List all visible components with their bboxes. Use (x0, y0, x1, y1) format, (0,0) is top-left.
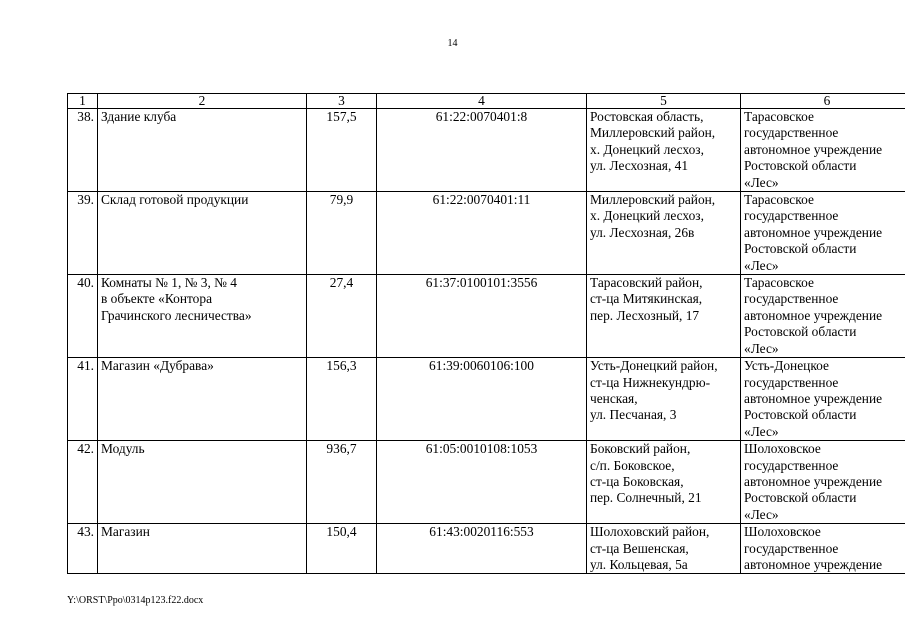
address-cell: Усть-Донецкий район, ст-ца Нижнекундрю- ченская, ул. Песчаная, 3 (587, 358, 741, 441)
cadastral-number-cell: 61:05:0010108:1053 (377, 441, 587, 524)
owner-cell: Шолоховское государственное автономное учреждение (741, 524, 905, 574)
table-row (68, 192, 905, 275)
address-cell: Шолоховский район, ст-ца Вешенская, ул. Кольцевая, 5а (587, 524, 741, 574)
address-cell: Ростовская область, Миллеровский район, х. Донецкий лесхоз, ул. Лесхозная, 41 (587, 109, 741, 192)
column-header: 5 (587, 94, 741, 109)
column-header: 3 (307, 94, 377, 109)
address-cell: Миллеровский район, х. Донецкий лесхоз, ул. Лесхозная, 26в (587, 192, 741, 275)
owner-cell: Шолоховское государственное автономное учреждение Ростовской области «Лес» (741, 441, 905, 524)
row-number-cell: 42. (68, 441, 98, 524)
table-row (68, 524, 905, 574)
object-name-cell: Магазин «Дубрава» (98, 358, 307, 441)
object-name-cell: Склад готовой продукции (98, 192, 307, 275)
cadastral-number-cell: 61:39:0060106:100 (377, 358, 587, 441)
area-cell: 156,3 (307, 358, 377, 441)
table-row (68, 275, 905, 358)
column-header: 4 (377, 94, 587, 109)
row-number-cell: 41. (68, 358, 98, 441)
cadastral-number-cell: 61:37:0100101:3556 (377, 275, 587, 358)
object-name-cell: Модуль (98, 441, 307, 524)
cadastral-number-cell: 61:22:0070401:8 (377, 109, 587, 192)
object-name-cell: Комнаты № 1, № 3, № 4 в объекте «Контора Грачинского лесничества» (98, 275, 307, 358)
property-table (67, 93, 905, 574)
table-row (68, 358, 905, 441)
table-row (68, 441, 905, 524)
address-cell: Тарасовский район, ст-ца Митякинская, пер. Лесхозный, 17 (587, 275, 741, 358)
page-number: 14 (447, 38, 458, 49)
owner-cell: Тарасовское государственное автономное учреждение Ростовской области «Лес» (741, 275, 905, 358)
object-name-cell: Магазин (98, 524, 307, 574)
table-body (68, 109, 905, 574)
column-header: 6 (741, 94, 905, 109)
row-number-cell: 39. (68, 192, 98, 275)
area-cell: 79,9 (307, 192, 377, 275)
footer-file-path: Y:\ORST\Ppo\0314p123.f22.docx (67, 595, 204, 606)
table-row (68, 109, 905, 192)
area-cell: 157,5 (307, 109, 377, 192)
row-number-cell: 38. (68, 109, 98, 192)
row-number-cell: 40. (68, 275, 98, 358)
table-header-row (68, 94, 905, 109)
area-cell: 150,4 (307, 524, 377, 574)
row-number-cell: 43. (68, 524, 98, 574)
owner-cell: Тарасовское государственное автономное учреждение Ростовской области «Лес» (741, 192, 905, 275)
cadastral-number-cell: 61:43:0020116:553 (377, 524, 587, 574)
owner-cell: Усть-Донецкое государственное автономное учреждение Ростовской области «Лес» (741, 358, 905, 441)
area-cell: 936,7 (307, 441, 377, 524)
owner-cell: Тарасовское государственное автономное учреждение Ростовской области «Лес» (741, 109, 905, 192)
area-cell: 27,4 (307, 275, 377, 358)
column-header: 1 (68, 94, 98, 109)
column-header: 2 (98, 94, 307, 109)
cadastral-number-cell: 61:22:0070401:11 (377, 192, 587, 275)
object-name-cell: Здание клуба (98, 109, 307, 192)
address-cell: Боковский район, с/п. Боковское, ст-ца Боковская, пер. Солнечный, 21 (587, 441, 741, 524)
